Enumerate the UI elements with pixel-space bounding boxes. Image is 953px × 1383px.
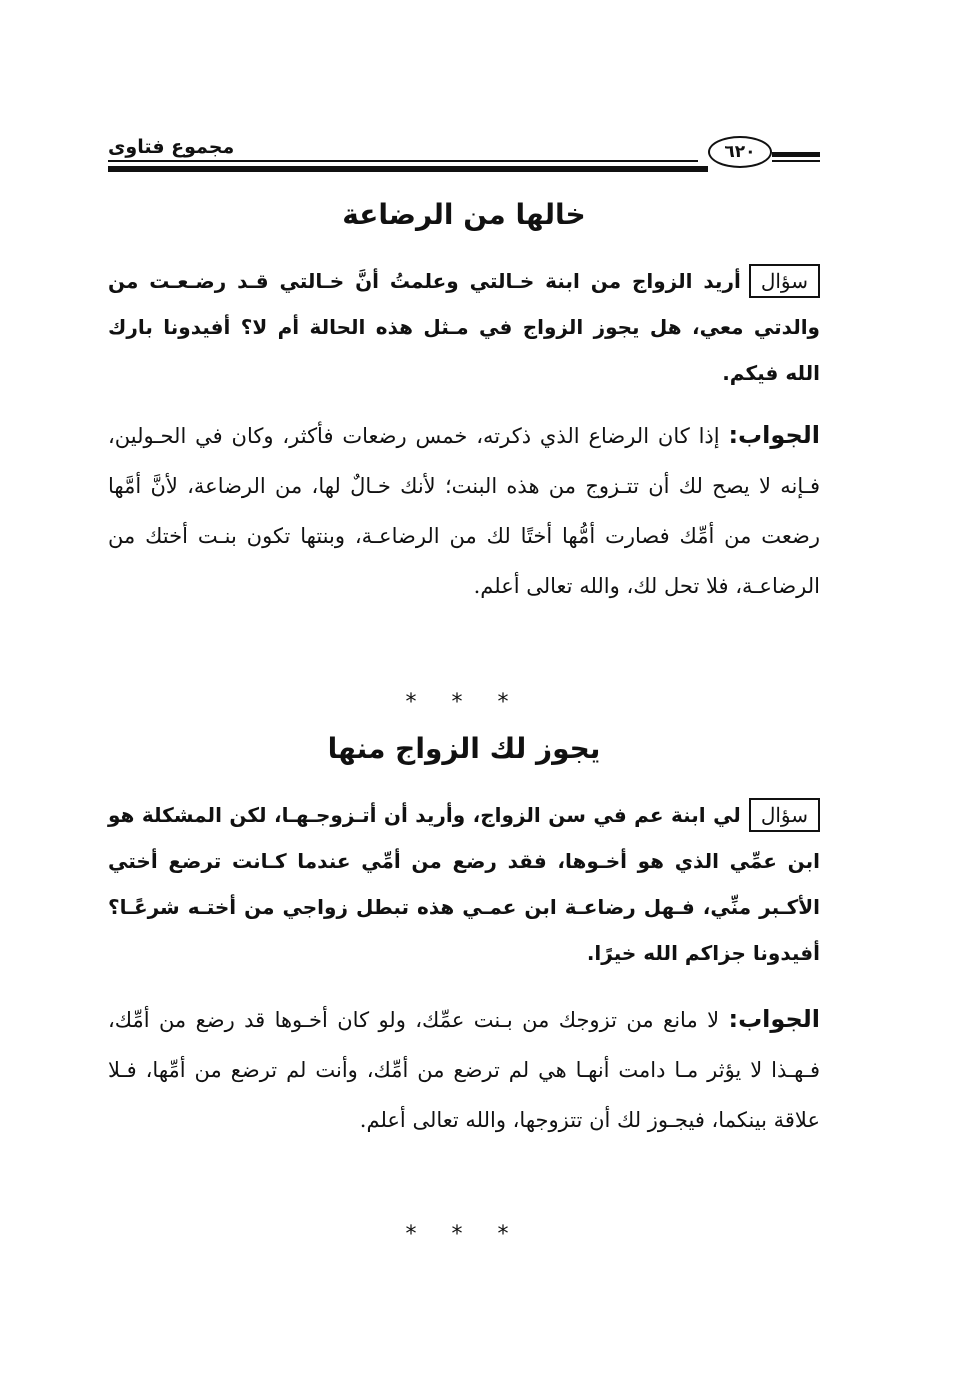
question-block [108, 792, 820, 976]
book-title: مجموع فتاوى [108, 136, 235, 158]
question-text: أريد الزواج من ابنة خـالتي وعلمتُ أنَّ خـالتي قـد رضـعـت من والدتي معي، هل يجوز الزواج في مـثل هذه الحالة أم لا؟ أفيدونا بارك الله فيكم. [108, 269, 820, 385]
page-header [108, 130, 820, 178]
answer-block [108, 410, 820, 611]
answer-text: إذا كان الرضاع الذي ذكرته، خمس رضعات فأكثر، وكان في الحـولين، فـإنه لا يصح لك أن تتـزوج من هذه البنت؛ لأنك خـالٌ لها، من الرضاعة، لأنَّ أمَّها رضعت من أمِّك فصارت أمُّها أختًا لك من الرضاعـة، وبنتها تكون بنـت أختك من الرضاعـة، فلا تحل لك، والله تعالى أعلم. [108, 424, 820, 598]
header-rule-right-thin [772, 160, 820, 162]
header-rule-thick [108, 166, 708, 172]
answer-text: لا مانع من تزوجك من بـنت عمِّك، ولو كان أخـوها قد رضع من أمِّك، فـهـذا لا يؤثر مـا دامت أنهـا هي لم ترضع من أمِّك، وأنت لم ترضع من أمِّها، فـلا علاقة بينكما، فيجـوز لك أن تتزوجها، والله تعالى أعلم. [108, 1008, 820, 1132]
answer-block [108, 994, 820, 1145]
section-separator: * * * [405, 1222, 523, 1247]
question-label: سؤال [749, 264, 820, 298]
answer-label: الجواب: [728, 421, 820, 449]
section-title: يجوز لك الزواج منها [327, 732, 601, 765]
question-block [108, 258, 820, 396]
header-rule-thin [108, 160, 698, 162]
section-title: خالها من الرضاعة [342, 198, 586, 231]
section-separator: * * * [405, 690, 523, 715]
answer-label: الجواب: [728, 1005, 820, 1033]
question-text: لي ابنة عم في سن الزواج، وأريد أن أتـزوجـهـا، لكن المشكلة هو ابن عمِّي الذي هو أخـوها، فقد رضع من أمِّي عندما كـانت ترضع أختي الأكـبر منِّي، فـهل رضاعـة ابن عمـي هذه تبطل زواجي من أختـه شرعًـا؟ أفيدونا جزاكم الله خيرًا. [108, 803, 820, 965]
question-label: سؤال [749, 798, 820, 832]
page-number: ٦٢٠ [708, 136, 772, 168]
header-rule-right [772, 152, 820, 157]
